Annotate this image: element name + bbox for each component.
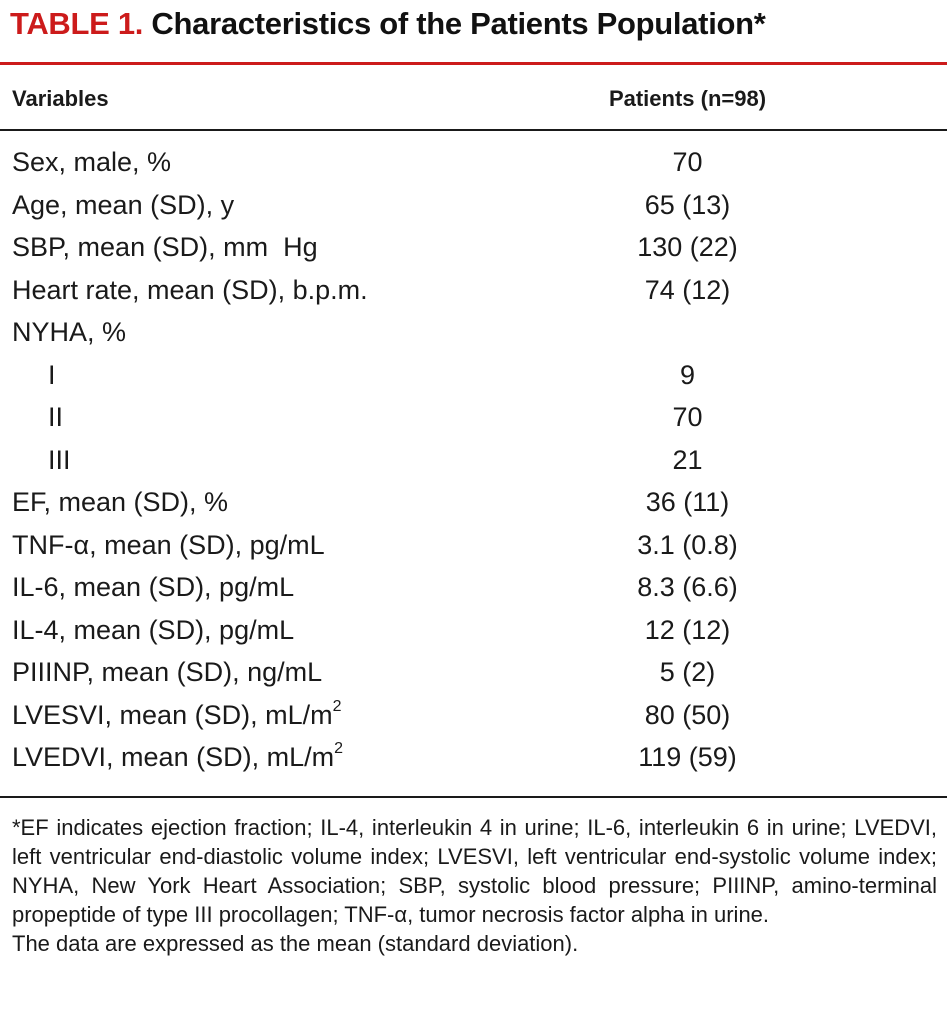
superscript: 2 bbox=[332, 697, 342, 715]
table-body bbox=[0, 145, 947, 783]
table-row bbox=[0, 230, 947, 273]
table-caption: Characteristics of the Patients Population* bbox=[151, 6, 766, 41]
table-row bbox=[0, 358, 947, 401]
header-rule bbox=[0, 129, 947, 131]
row-variable-wrap bbox=[12, 697, 342, 731]
row-value: 5 (2) bbox=[659, 657, 716, 687]
table-title bbox=[10, 6, 766, 42]
footnote-abbreviations: *EF indicates ejection fraction; IL-4, interleukin 4 in urine; IL-6, interleukin 6 in urine; LVEDVI, left ventricular end-diastolic volume index; LVESVI, left ventricular end-systolic volume index; NYHA, New York Heart Association; SBP, systolic blood pressure; PIIINP, amino-terminal propeptide of type III procollagen; TNF-α, tumor necrosis factor alpha in urine. bbox=[12, 815, 937, 927]
row-variable: LVEDVI, mean (SD), mL/m bbox=[12, 742, 335, 772]
row-variable: TNF-α, mean (SD), pg/mL bbox=[12, 529, 325, 560]
row-value: 130 (22) bbox=[637, 232, 738, 262]
row-variable: LVESVI, mean (SD), mL/m bbox=[12, 699, 333, 730]
table-row bbox=[0, 400, 947, 443]
table-label: TABLE 1. bbox=[10, 6, 144, 41]
table-row bbox=[0, 145, 947, 188]
row-variable: I bbox=[48, 359, 56, 390]
row-variable: Sex, male, % bbox=[12, 147, 172, 177]
row-variable: EF, mean (SD), % bbox=[12, 487, 229, 517]
row-value: 70 bbox=[672, 402, 703, 432]
row-variable: II bbox=[48, 402, 64, 432]
row-variable: PIIINP, mean (SD), ng/mL bbox=[12, 657, 323, 687]
row-value: 80 (50) bbox=[644, 699, 731, 730]
header-variables: Variables bbox=[12, 86, 109, 111]
row-value: 119 (59) bbox=[638, 742, 737, 772]
row-variable: III bbox=[48, 444, 71, 475]
row-variable-wrap bbox=[12, 742, 343, 773]
row-variable: Age, mean (SD), y bbox=[12, 189, 235, 220]
bottom-rule bbox=[0, 796, 947, 798]
row-value: 12 (12) bbox=[644, 614, 731, 645]
table-row bbox=[0, 528, 947, 571]
table-row bbox=[0, 740, 947, 783]
table-row bbox=[0, 655, 947, 698]
table-row bbox=[0, 570, 947, 613]
table-row bbox=[0, 485, 947, 528]
row-value: 21 bbox=[672, 444, 703, 475]
row-value: 70 bbox=[672, 147, 703, 177]
table-row bbox=[0, 443, 947, 486]
table-row bbox=[0, 315, 947, 358]
row-value: 8.3 (6.6) bbox=[637, 572, 738, 602]
row-variable: SBP, mean (SD), mm Hg bbox=[12, 232, 318, 262]
header-patients: Patients (n=98) bbox=[608, 86, 767, 111]
table-row bbox=[0, 613, 947, 656]
row-variable: IL-6, mean (SD), pg/mL bbox=[12, 572, 295, 602]
row-value: 74 (12) bbox=[644, 274, 731, 305]
row-variable: NYHA, % bbox=[12, 317, 127, 347]
row-value: 3.1 (0.8) bbox=[637, 529, 738, 560]
row-value: 9 bbox=[679, 359, 696, 390]
table-row bbox=[0, 273, 947, 316]
top-rule bbox=[0, 62, 947, 65]
row-variable: Heart rate, mean (SD), b.p.m. bbox=[12, 274, 368, 305]
table-footnote bbox=[12, 813, 937, 958]
row-value: 65 (13) bbox=[644, 189, 731, 220]
superscript: 2 bbox=[334, 740, 343, 757]
row-value: 36 (11) bbox=[645, 487, 730, 517]
table-row bbox=[0, 188, 947, 231]
row-variable: IL-4, mean (SD), pg/mL bbox=[12, 614, 295, 645]
table-row bbox=[0, 698, 947, 741]
footnote-data-note: The data are expressed as the mean (standard deviation). bbox=[12, 931, 579, 956]
